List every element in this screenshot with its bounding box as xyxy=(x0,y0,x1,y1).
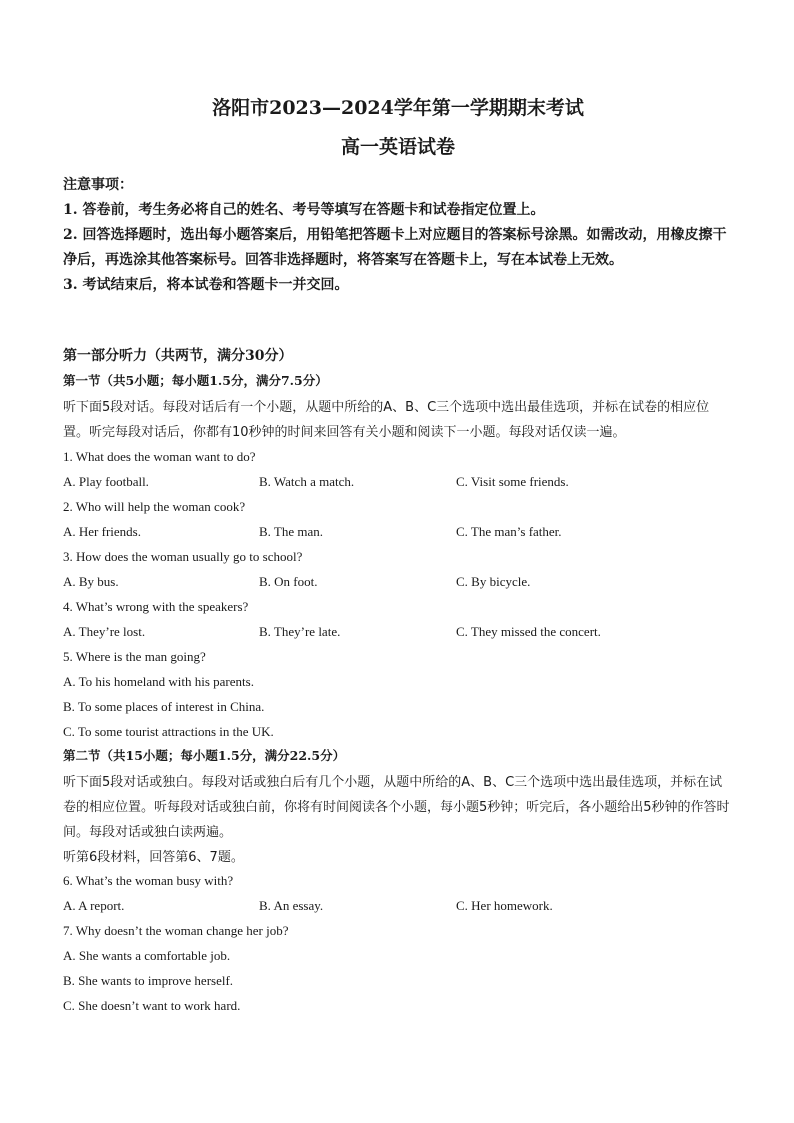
question-3: 3. How does the woman usually go to school? xyxy=(63,549,303,564)
q3-option-b: B. On foot. xyxy=(259,574,318,589)
section1-heading: 第一节（共5小题；每小题1.5分，满分7.5分） xyxy=(63,373,328,388)
q2-option-b: B. The man. xyxy=(259,524,324,539)
q5-option-a: A. To his homeland with his parents. xyxy=(63,674,254,689)
q5-option-b: B. To some places of interest in China. xyxy=(63,699,265,714)
notice-item-2: 2. 回答选择题时，选出每小题答案后，用铅笔把答题卡上对应题目的答案标号涂黑。如需改动，用橡皮擦干净后，再选涂其他答案标号。回答非选择题时，将答案写在答题卡上，写在本试卷上无效。 xyxy=(63,227,727,268)
q3-option-c: C. By bicycle. xyxy=(456,574,531,589)
q4-option-a: A. They’re lost. xyxy=(63,624,146,639)
q3-option-a: A. By bus. xyxy=(63,574,119,589)
section2-heading: 第二节（共15小题；每小题1.5分，满分22.5分） xyxy=(63,748,346,763)
question-5: 5. Where is the man going? xyxy=(63,649,206,664)
question-1: 1. What does the woman want to do? xyxy=(63,449,256,464)
q1-option-a: A. Play football. xyxy=(63,474,149,489)
question-6: 6. What’s the woman busy with? xyxy=(63,873,234,888)
q5-option-c: C. To some tourist attractions in the UK. xyxy=(63,724,274,739)
notice-block xyxy=(63,173,733,298)
q7-option-c: C. She doesn’t want to work hard. xyxy=(63,998,241,1013)
notice-item-1: 1. 答卷前，考生务必将自己的姓名、考号等填写在答题卡和试卷指定位置上。 xyxy=(63,202,545,218)
notice-heading: 注意事项： xyxy=(63,177,133,193)
part1-heading: 第一部分听力（共两节，满分30分） xyxy=(63,348,293,364)
section2-instructions: 听下面5段对话或独白。每段对话或独白后有几个小题，从题中所给的A、B、C三个选项中选出最佳选项，并标在试卷的相应位置。听每段对话或独白前，你将有时间阅读各个小题，每小题5秒钟；听完后，各小题给出5秒钟的作答时间。每段对话或独白读两遍。 xyxy=(63,775,730,840)
q1-option-c: C. Visit some friends. xyxy=(456,474,569,489)
exam-title: 洛阳市2023—2024学年第一学期期末考试 xyxy=(212,97,584,119)
q6-option-a: A. A report. xyxy=(63,898,125,913)
q4-option-b: B. They’re late. xyxy=(259,624,341,639)
notice-item-3: 3. 考试结束后，将本试卷和答题卡一并交回。 xyxy=(63,277,349,293)
q6-option-c: C. Her homework. xyxy=(456,898,553,913)
q1-option-b: B. Watch a match. xyxy=(259,474,355,489)
q7-option-b: B. She wants to improve herself. xyxy=(63,973,234,988)
q4-option-c: C. They missed the concert. xyxy=(456,624,601,639)
q6-option-b: B. An essay. xyxy=(259,898,324,913)
exam-subtitle: 高一英语试卷 xyxy=(340,136,455,158)
q7-option-a: A. She wants a comfortable job. xyxy=(63,948,231,963)
question-7: 7. Why doesn’t the woman change her job? xyxy=(63,923,289,938)
material-note: 听第6段材料，回答第6、7题。 xyxy=(63,850,244,865)
q2-option-a: A. Her friends. xyxy=(63,524,141,539)
q2-option-c: C. The man’s father. xyxy=(456,524,562,539)
question-2: 2. Who will help the woman cook? xyxy=(63,499,246,514)
question-4: 4. What’s wrong with the speakers? xyxy=(63,599,249,614)
section1-instructions: 听下面5段对话。每段对话后有一个小题，从题中所给的A、B、C三个选项中选出最佳选项，并标在试卷的相应位置。听完每段对话后，你都有10秒钟的时间来回答有关小题和阅读下一小题。每段对话仅读一遍。 xyxy=(63,400,710,440)
